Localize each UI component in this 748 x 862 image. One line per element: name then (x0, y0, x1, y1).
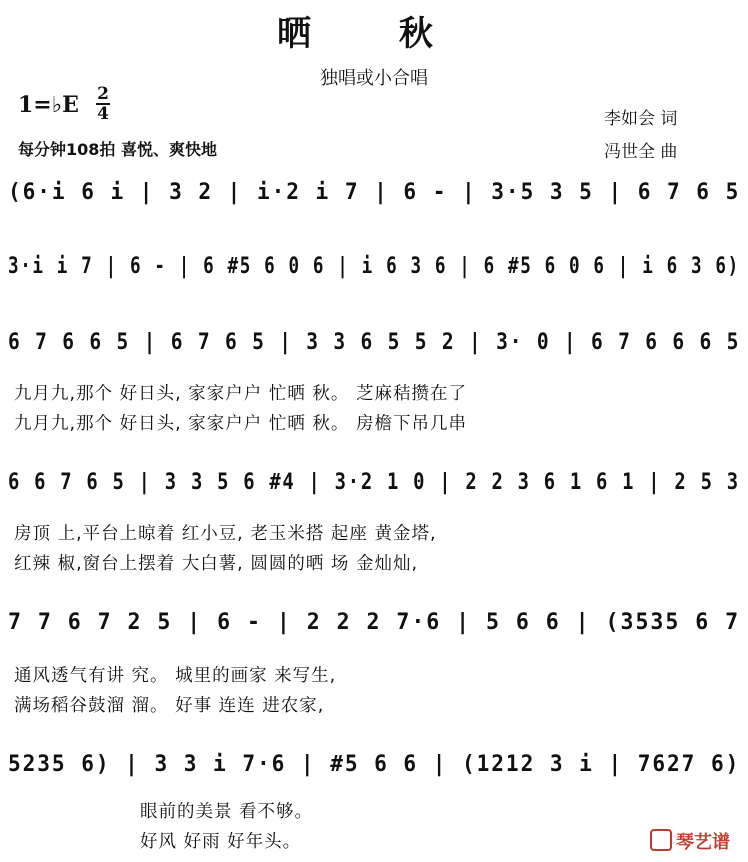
notation-system-1: (6·i 6 i | 3 2 | i·2 i 7 | 6 - | 3·5 3 5 | 6 7 6 5 (8, 180, 741, 205)
meter-bottom: 4 (97, 104, 109, 124)
page-title: 晒 秋 (277, 14, 471, 54)
subtitle: 独唱或小合唱 (320, 68, 428, 89)
notation-system-6: 5235 6) | 3 3 i 7·6 | #5 6 6 | (1212 3 i | 7627 6) (8, 752, 741, 777)
site-logo (650, 828, 730, 854)
brand-name: 琴艺谱 (676, 832, 730, 853)
notation-system-4: 6 6 7 6 5 | 3 3 5 6 #4 | 3·2 1 0 | 2 2 3 6 1 6 1 | 2 5 3 (8, 470, 740, 495)
notation-system-3: 6 7 6 6 5 | 6 7 6 5 | 3 3 6 5 5 2 | 3· 0 | 6 7 6 6 6 5 (8, 330, 741, 355)
lyric-line: 好风 好雨 好年头。 (140, 832, 302, 852)
lyric-line: 房顶 上,平台上晾着 红小豆, 老玉米搭 起座 黄金塔, (14, 524, 437, 544)
logo-icon (650, 829, 672, 851)
notation-system-5: 7 7 6 7 2 5 | 6 - | 2 2 2 7·6 | 5 6 6 | (3535 6 7 (8, 610, 741, 635)
lyric-line: 满场稻谷鼓溜 溜。 好事 连连 进农家, (14, 696, 325, 716)
lyric-line: 通风透气有讲 究。 城里的画家 来写生, (14, 666, 337, 686)
lyric-line: 九月九,那个 好日头, 家家户户 忙晒 秋。 房檐下吊几串 (14, 414, 467, 434)
meter-top: 2 (97, 84, 109, 104)
lyric-line: 九月九,那个 好日头, 家家户户 忙晒 秋。 芝麻秸攒在了 (14, 384, 467, 404)
key-signature: 1=♭E (18, 92, 79, 118)
lyricist-credit: 李如会 词 (604, 109, 678, 129)
lyric-line: 红辣 椒,窗台上摆着 大白薯, 圆圆的晒 场 金灿灿, (14, 554, 419, 574)
lyric-line: 眼前的美景 看不够。 (140, 802, 314, 822)
tempo-marking: 每分钟108拍 喜悦、爽快地 (18, 140, 217, 159)
time-signature (96, 86, 110, 122)
composer-credit: 冯世全 曲 (604, 142, 678, 162)
notation-system-2: 3·i i 7 | 6 - | 6 #5 6 0 6 | i 6 3 6 | 6 #5 6 0 6 | i 6 3 6) (8, 254, 740, 279)
